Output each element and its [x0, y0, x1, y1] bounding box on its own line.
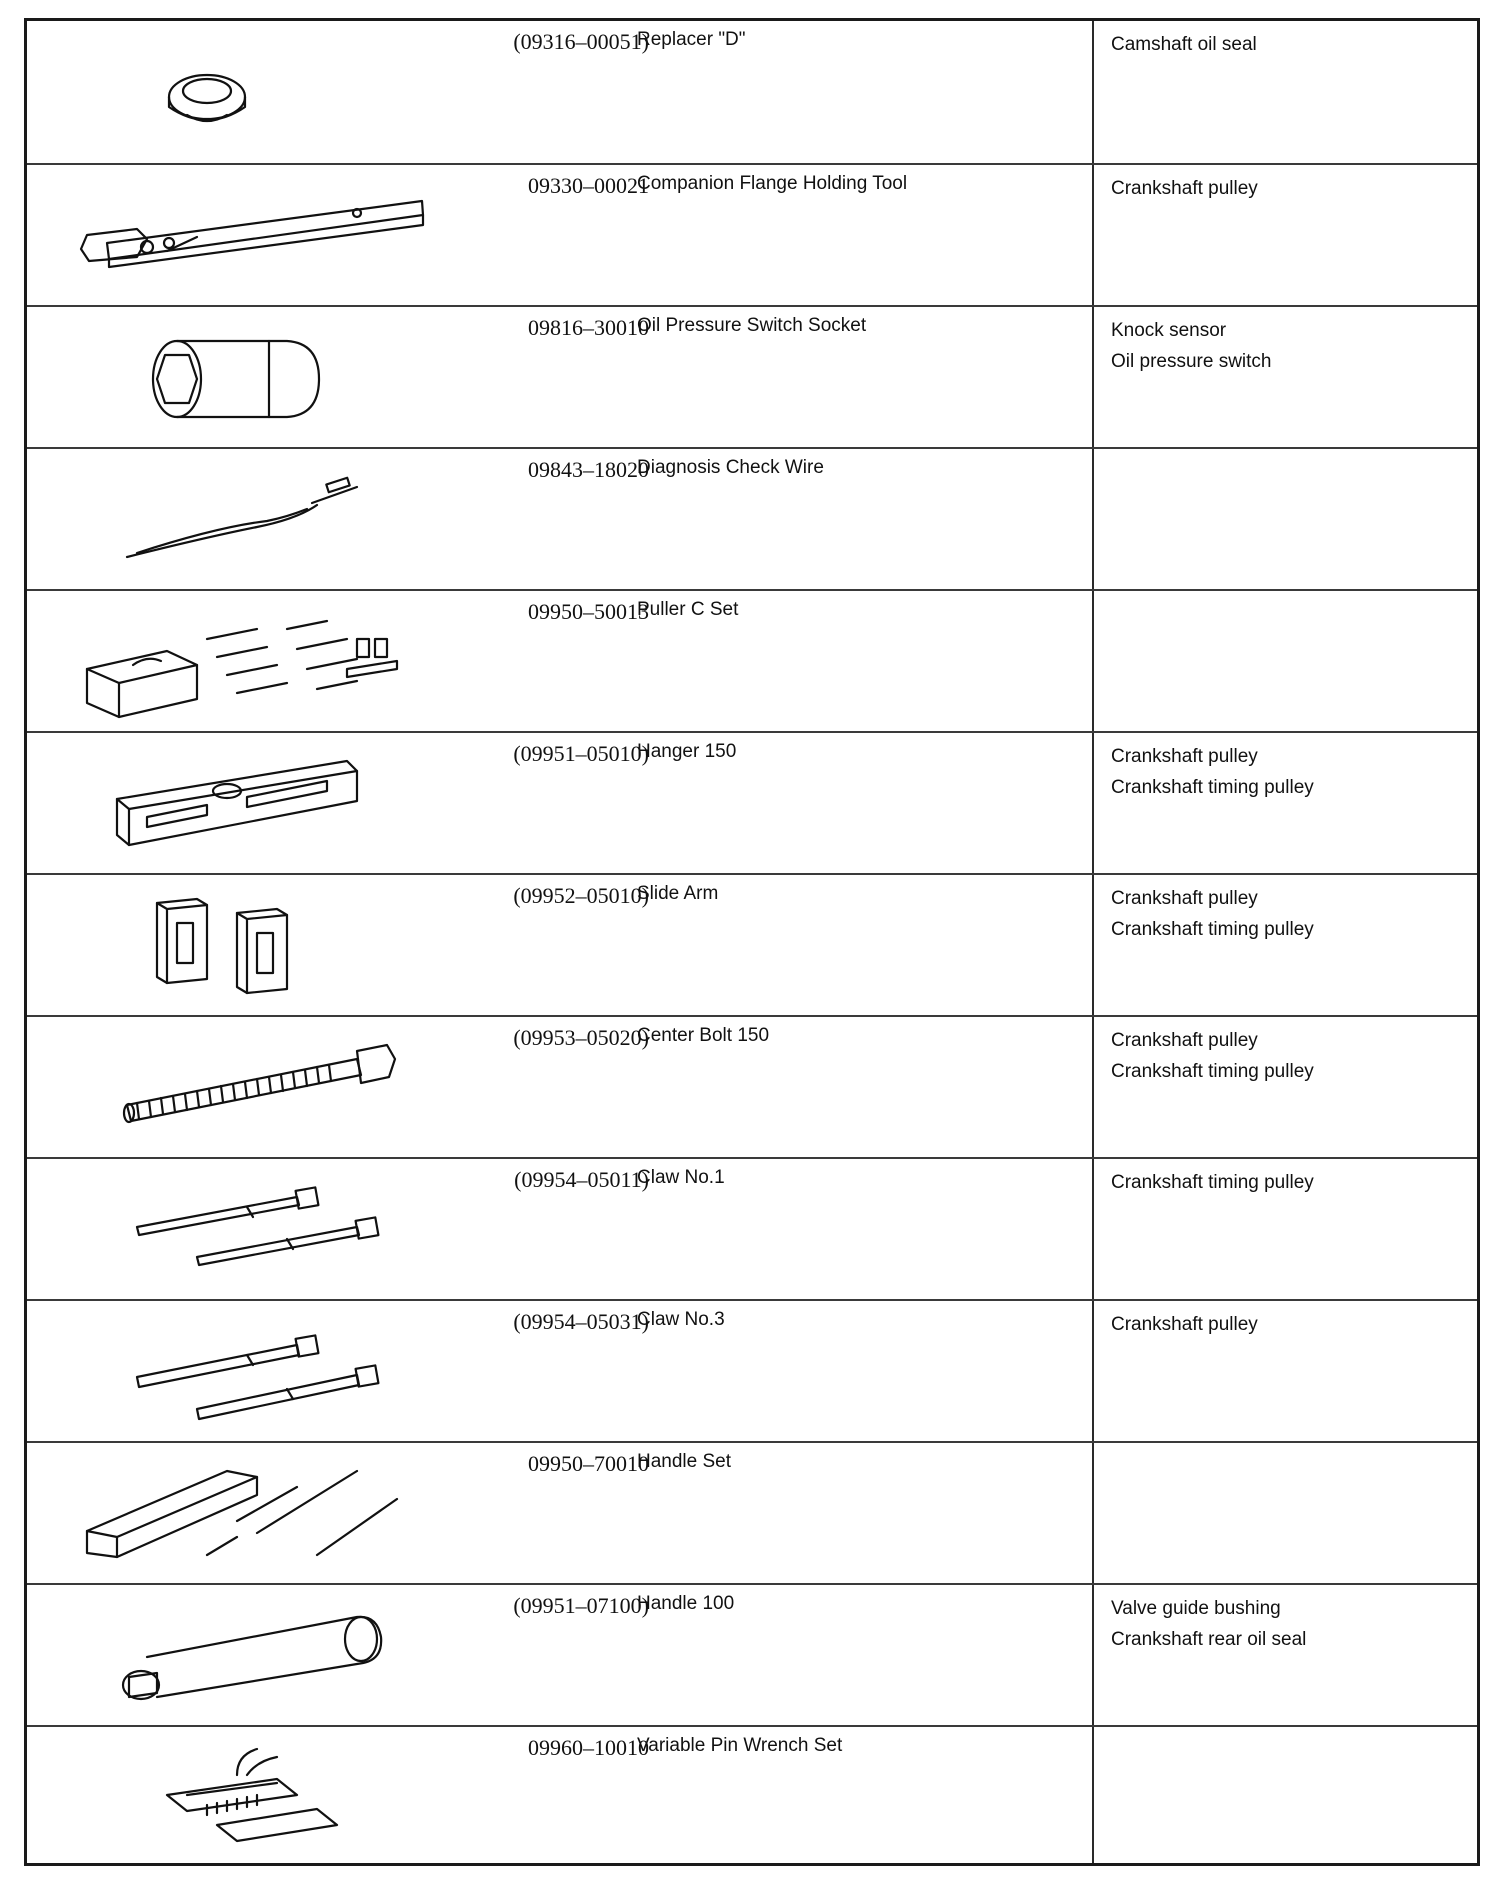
use-item: Crankshaft timing pulley: [1111, 1172, 1314, 1193]
tool-name: Oil Pressure Switch Socket: [637, 315, 867, 336]
table-row: [27, 447, 1477, 589]
tool-uses: [1111, 1309, 1471, 1340]
table-row: [27, 163, 1477, 305]
part-number: (09954–05011): [514, 1167, 649, 1192]
tool-uses: [1111, 315, 1471, 377]
use-item: Crankshaft pulley: [1111, 1030, 1258, 1051]
table-row: [27, 305, 1477, 447]
tool-name: Replacer "D": [637, 29, 746, 50]
claw-icon: [57, 1309, 437, 1435]
tool-name: Handle Set: [637, 1451, 732, 1472]
tool-uses: [1111, 1167, 1471, 1198]
tool-name: Slide Arm: [637, 883, 719, 904]
part-number: (09952–05010): [513, 883, 649, 908]
part-number: (09951–07100): [513, 1593, 649, 1618]
replacer-d-icon: [57, 29, 437, 155]
tool-name: Companion Flange Holding Tool: [637, 173, 908, 194]
table-row: [27, 1157, 1477, 1299]
use-item: Oil pressure switch: [1111, 351, 1272, 372]
table-row: [27, 731, 1477, 873]
tool-name: Diagnosis Check Wire: [637, 457, 824, 478]
flange-holding-tool-icon: [57, 173, 437, 299]
tool-uses: [1111, 741, 1471, 803]
pin-wrench-set-icon: [57, 1735, 437, 1861]
tool-name: Center Bolt 150: [637, 1025, 770, 1046]
use-item: Knock sensor: [1111, 320, 1227, 341]
tool-name: Puller C Set: [637, 599, 739, 620]
tool-name: Claw No.3: [637, 1309, 725, 1330]
use-item: Crankshaft pulley: [1111, 888, 1258, 909]
handle-set-icon: [57, 1451, 437, 1577]
hanger-icon: [57, 741, 437, 867]
table-row: [27, 589, 1477, 731]
use-item: Crankshaft timing pulley: [1111, 1061, 1314, 1082]
use-item: Camshaft oil seal: [1111, 34, 1257, 55]
tool-uses: [1111, 29, 1471, 60]
handle-icon: [57, 1593, 437, 1719]
part-number: 09843–18020: [528, 457, 649, 482]
tool-uses: [1111, 1593, 1471, 1655]
table-row: [27, 1299, 1477, 1441]
check-wire-icon: [57, 457, 437, 583]
table-row: [27, 1583, 1477, 1725]
tool-uses: [1111, 1025, 1471, 1087]
tool-uses: [1111, 173, 1471, 204]
use-item: Crankshaft timing pulley: [1111, 777, 1314, 798]
part-number: 09950–50013: [528, 599, 649, 624]
claw-icon: [57, 1167, 437, 1293]
special-service-tools-table: [24, 18, 1480, 1866]
tool-name: Claw No.1: [637, 1167, 725, 1188]
slide-arm-icon: [57, 883, 437, 1009]
part-number: (09951–05010): [513, 741, 649, 766]
part-number: 09816–30010: [528, 315, 649, 340]
table-row: [27, 21, 1477, 163]
tool-uses: [1111, 883, 1471, 945]
tool-name: Variable Pin Wrench Set: [637, 1735, 843, 1756]
use-item: Crankshaft pulley: [1111, 746, 1258, 767]
part-number: 09950–70010: [528, 1451, 649, 1476]
tool-name: Hanger 150: [637, 741, 737, 762]
use-item: Crankshaft pulley: [1111, 1314, 1258, 1335]
use-item: Crankshaft rear oil seal: [1111, 1629, 1307, 1650]
use-item: Crankshaft pulley: [1111, 178, 1258, 199]
table-row: [27, 1015, 1477, 1157]
tool-name: Handle 100: [637, 1593, 735, 1614]
puller-set-icon: [57, 599, 437, 725]
part-number: (09316–00051): [513, 29, 649, 54]
center-bolt-icon: [57, 1025, 437, 1151]
table-row: [27, 1441, 1477, 1583]
table-row: [27, 873, 1477, 1015]
part-number: (09954–05031): [513, 1309, 649, 1334]
part-number: 09330–00021: [528, 173, 649, 198]
socket-icon: [57, 315, 437, 441]
table-row: [27, 1725, 1477, 1867]
part-number: 09960–10010: [528, 1735, 649, 1760]
use-item: Crankshaft timing pulley: [1111, 919, 1314, 940]
part-number: (09953–05020): [513, 1025, 649, 1050]
use-item: Valve guide bushing: [1111, 1598, 1281, 1619]
